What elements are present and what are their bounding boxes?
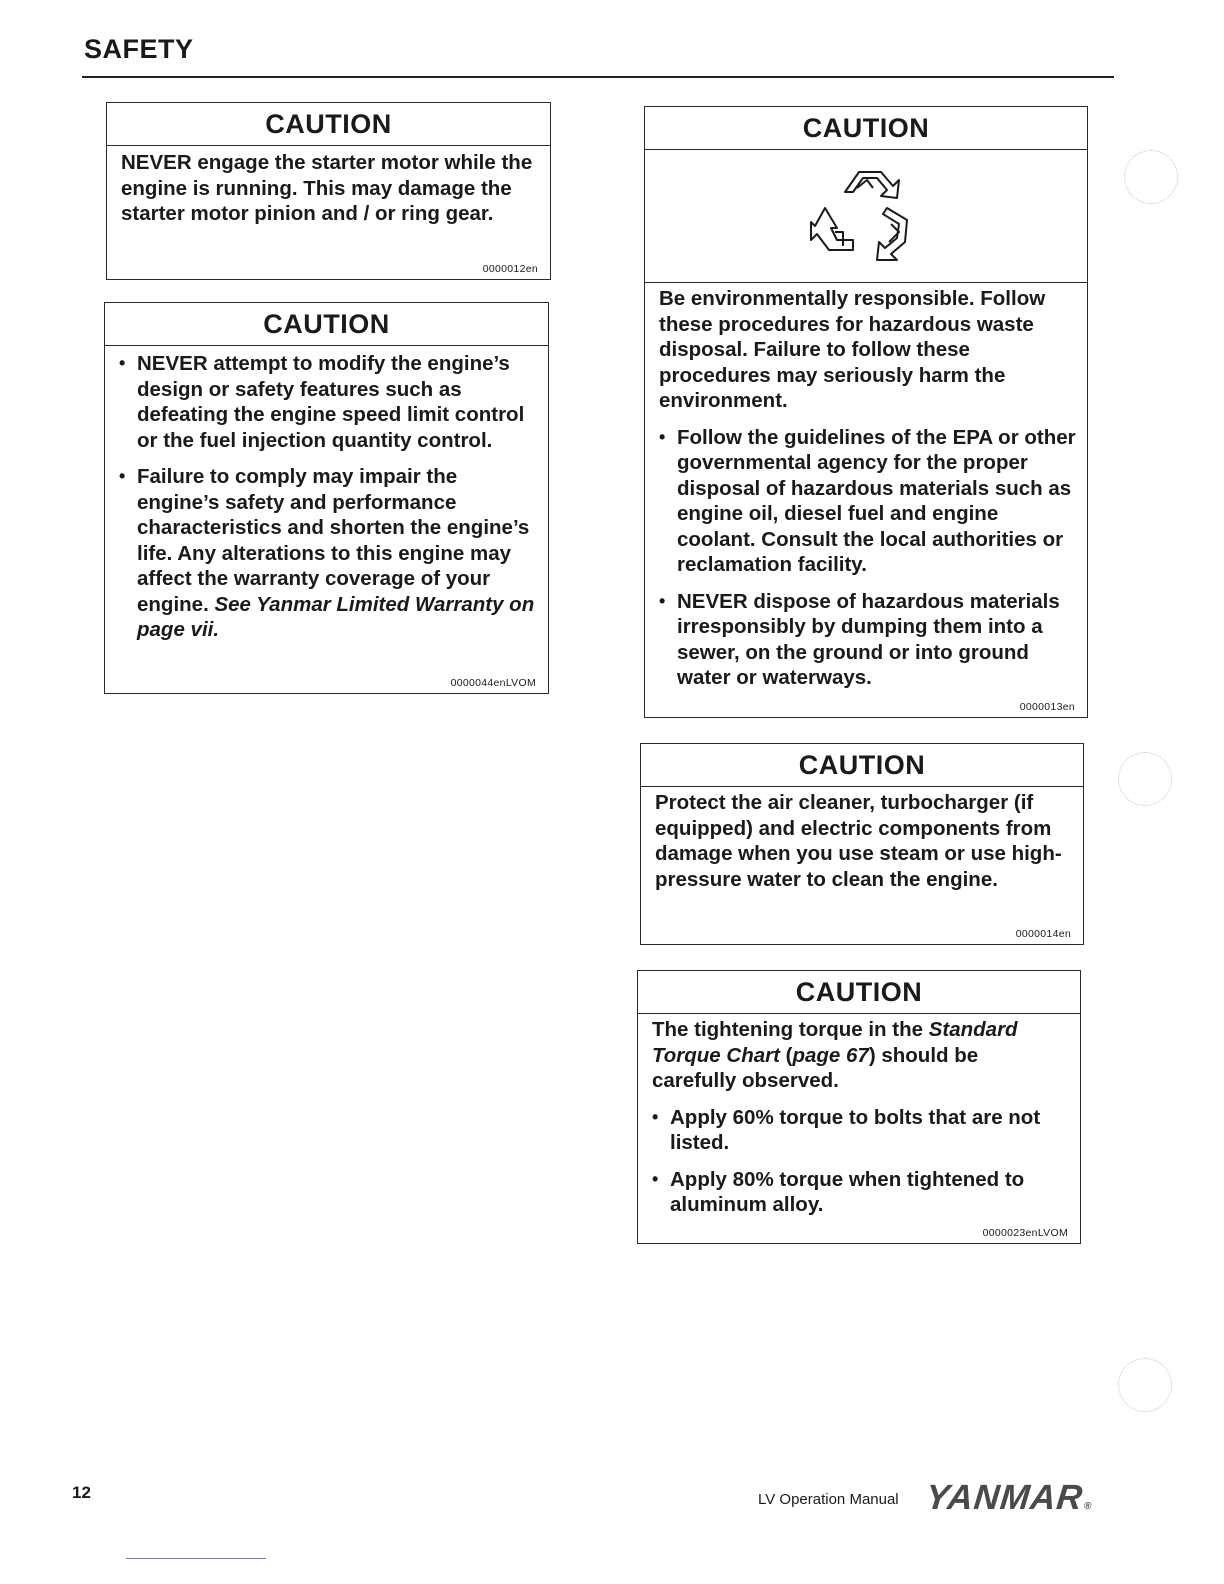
caution-body — [645, 283, 1087, 691]
text-part: The tightening torque in the — [652, 1018, 929, 1041]
caution-bullet — [659, 589, 1081, 691]
caution-bullet — [119, 351, 538, 453]
page-link[interactable]: page 67 — [792, 1043, 869, 1067]
bullet-text: Failure to comply may impair the engine’s safety and performance characteristics and shorten the engine’s life. Any alterations to this engine may affect the warranty coverage of your engine. — [137, 465, 530, 616]
text-part: ( — [779, 1043, 793, 1067]
caution-text: Be environmentally responsible. Follow these procedures for hazardous waste disposal. Failure to follow these procedures may seriously harm the environment. — [659, 287, 1046, 412]
bullet-text: Apply 60% torque to bolts that are not listed. — [670, 1105, 1041, 1154]
reference-code: 0000012en — [482, 263, 538, 275]
caution-title: CAUTION — [641, 744, 1083, 787]
header-rule — [82, 76, 1114, 78]
registered-mark: ® — [1083, 1501, 1094, 1512]
page-number: 12 — [72, 1483, 91, 1502]
caution-bullet-list — [119, 351, 538, 643]
bullet-text: NEVER dispose of hazardous materials irresponsibly by dumping them into a sewer, on the ground or into ground water or waterways. — [677, 589, 1060, 689]
caution-bullet — [652, 1167, 1066, 1218]
footer-rule — [126, 1558, 266, 1559]
caution-text — [652, 1017, 1066, 1094]
caution-bullet — [119, 464, 538, 643]
caution-starter-motor — [106, 102, 551, 280]
binder-hole — [1124, 150, 1178, 204]
reference-code: 0000014en — [1015, 928, 1071, 940]
yanmar-logo — [924, 1480, 1095, 1515]
section-title: SAFETY — [84, 34, 194, 64]
caution-text: Protect the air cleaner, turbocharger (if equipped) and electric components from damage when you use steam or use high-pressure water to clean the engine. — [655, 791, 1062, 891]
caution-bullet — [652, 1105, 1066, 1156]
binder-hole — [1118, 1358, 1172, 1412]
bullet-text: Follow the guidelines of the EPA or other governmental agency for the proper disposal of hazardous materials such as engine oil, diesel fuel and engine coolant. Consult the local authorities or reclamation facility. — [677, 425, 1076, 576]
caution-bullet — [659, 425, 1081, 578]
reference-code: 0000044enLVOM — [450, 677, 536, 689]
binder-hole — [1118, 752, 1172, 806]
caution-title: CAUTION — [105, 303, 548, 346]
warranty-link[interactable]: See Yanmar Limited Warranty on page vii. — [137, 592, 535, 641]
caution-engine-modification — [104, 302, 549, 694]
text-part: ) should be carefully observed. — [652, 1043, 979, 1092]
caution-bullet-list — [652, 1105, 1066, 1218]
brand-name: YANMAR — [923, 1478, 1086, 1517]
reference-code: 0000013en — [1019, 701, 1075, 713]
caution-text: NEVER engage the starter motor while the engine is running. This may damage the starter motor pinion and / or ring gear. — [121, 151, 533, 225]
caution-title: CAUTION — [645, 107, 1087, 150]
caution-cleaning — [640, 743, 1084, 945]
torque-chart-link[interactable]: Standard Torque Chart — [652, 1018, 1018, 1067]
bullet-text: Apply 80% torque when tightened to aluminum alloy. — [670, 1167, 1025, 1216]
recycle-symbol-area — [645, 150, 1087, 283]
manual-title: LV Operation Manual — [758, 1491, 899, 1508]
reference-code: 0000023enLVOM — [982, 1227, 1068, 1239]
caution-body — [105, 346, 548, 643]
bullet-text: NEVER attempt to modify the engine’s design or safety features such as defeating the engine speed limit control or the fuel injection quantity control. — [137, 352, 525, 452]
caution-title: CAUTION — [107, 103, 550, 146]
caution-bullet-list — [659, 425, 1081, 691]
caution-body — [638, 1014, 1080, 1218]
recycle-icon — [807, 162, 927, 272]
caution-title: CAUTION — [638, 971, 1080, 1014]
caution-body — [107, 146, 550, 227]
caution-body — [641, 787, 1083, 892]
caution-environment — [644, 106, 1088, 718]
caution-torque — [637, 970, 1081, 1244]
